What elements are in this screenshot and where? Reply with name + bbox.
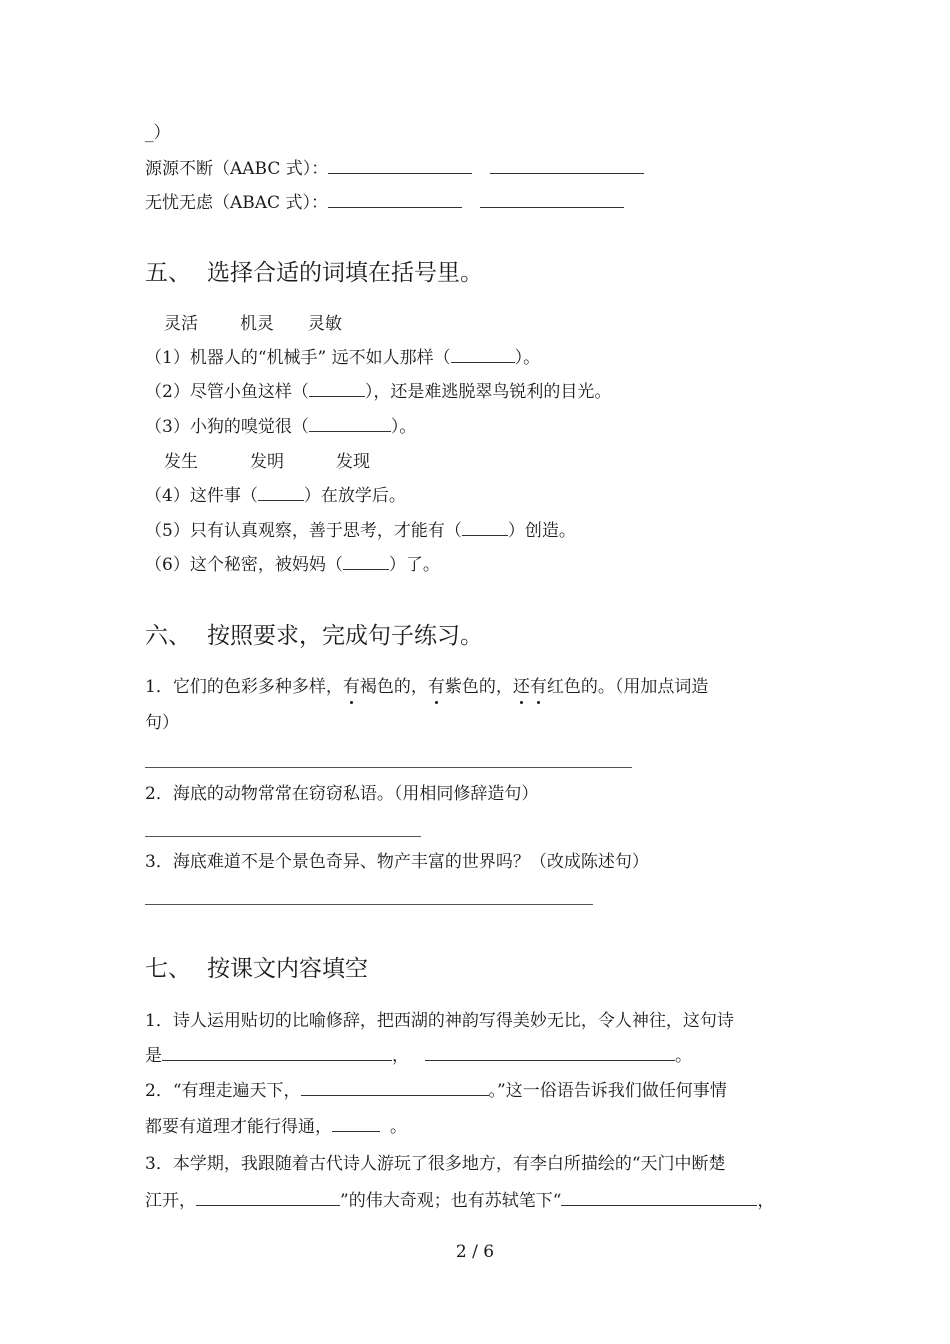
section5-heading: 选择合适的词填在括号里。: [207, 260, 483, 286]
aabc-label: 源源不断（AABC 式）：: [145, 159, 329, 179]
sentence-6-1-continued: 句）: [145, 713, 179, 733]
section5-number: 五、: [145, 260, 191, 286]
word-bank-2-item: 发现: [336, 452, 370, 472]
fill-7-3-line2: [145, 1190, 774, 1212]
answer-blank[interactable]: [301, 1080, 489, 1096]
answer-blank[interactable]: [196, 1190, 340, 1206]
sentence-6-2: 2．海底的动物常常在窃窃私语。（用相同修辞造句）: [145, 784, 539, 804]
fill-text: 。”这一俗语告诉我们做任何事情: [488, 1081, 727, 1101]
word-bank-1: [164, 313, 342, 335]
dotted-word: 还: [512, 677, 530, 697]
question-text: （1）机器人的“机械手” 远不如人那样（: [145, 348, 451, 368]
fill-7-2-line2: [145, 1116, 407, 1138]
question-text: ），还是难逃脱翠鸟锐利的目光。: [364, 382, 612, 402]
section6-heading: 按照要求，完成句子练习。: [207, 623, 483, 649]
dotted-word: 有: [427, 677, 445, 697]
answer-blank[interactable]: [451, 347, 515, 363]
sentence-6-1: [145, 676, 708, 698]
dotted-word: 有: [342, 677, 360, 697]
sentence-text: 紫色的，: [444, 677, 513, 697]
fill-text: 江开，: [145, 1191, 196, 1211]
fill-7-3: 3．本学期，我跟随着古代诗人游玩了很多地方，有李白所描绘的“天门中断楚: [145, 1154, 726, 1174]
section6-title: [145, 621, 483, 651]
fill-text: 。: [390, 1117, 407, 1137]
sentence-6-3: 3．海底难道不是个景色奇异、物产丰富的世界吗？（改成陈述句）: [145, 852, 649, 872]
answer-blank[interactable]: [425, 1045, 675, 1061]
fill-text: ，: [392, 1046, 409, 1066]
answer-line-6-3[interactable]: [145, 904, 593, 905]
word-bank-2-item: 发生: [164, 452, 198, 472]
question-text: ）。: [514, 348, 541, 368]
abac-blank-2[interactable]: [480, 192, 624, 208]
word-bank-2-item: 发明: [250, 452, 284, 472]
answer-line-6-2[interactable]: [145, 836, 421, 837]
section7-number: 七、: [145, 956, 191, 982]
aabc-blank-2[interactable]: [490, 158, 644, 174]
page-number: 2 / 6: [455, 1242, 495, 1262]
sentence-text: 红色的。（用加点词造: [546, 677, 709, 697]
question-5-2: [145, 381, 611, 403]
question-5-1: [145, 347, 540, 369]
question-text: （2）尽管小鱼这样（: [145, 382, 309, 402]
question-5-5: [145, 520, 576, 542]
word-bank-1-item: 灵活: [164, 314, 198, 334]
aabc-row: [145, 158, 644, 180]
sentence-text: 1．它们的色彩多种多样，: [145, 677, 343, 697]
section7-title: [145, 954, 368, 984]
question-text: （3）小狗的嗅觉很（: [145, 417, 309, 437]
fill-text: ”的伟大奇观；也有苏轼笔下“: [340, 1191, 562, 1211]
word-bank-1-item: 灵敏: [308, 314, 342, 334]
answer-blank[interactable]: [162, 1045, 392, 1061]
question-text: （6）这个秘密，被妈妈（: [145, 555, 343, 575]
abac-row: [145, 192, 624, 214]
question-5-6: [145, 554, 440, 576]
abac-label: 无忧无虑（ABAC 式）：: [145, 193, 328, 213]
word-bank-1-item: 机灵: [240, 314, 274, 334]
sentence-text: 褐色的，: [359, 677, 428, 697]
answer-blank[interactable]: [332, 1116, 380, 1132]
fill-text: ，: [757, 1191, 775, 1211]
fill-text: 。: [675, 1046, 692, 1066]
answer-blank[interactable]: [462, 520, 508, 536]
answer-line-6-1[interactable]: [145, 767, 632, 768]
word-bank-2: [164, 451, 370, 473]
fill-7-1: 1．诗人运用贴切的比喻修辞，把西湖的神韵写得美妙无比，令人神往，这句诗: [145, 1011, 734, 1031]
question-text: ）了。: [388, 555, 440, 575]
section5-title: [145, 258, 483, 288]
question-text: （4）这件事（: [145, 486, 258, 506]
fill-text: 都要有道理才能行得通，: [145, 1117, 332, 1137]
question-text: ）。: [390, 417, 417, 437]
answer-blank[interactable]: [309, 381, 365, 397]
question-text: ）创造。: [507, 521, 576, 541]
question-5-4: [145, 485, 406, 507]
answer-blank[interactable]: [561, 1190, 757, 1206]
section6-number: 六、: [145, 623, 191, 649]
fill-text: 是: [145, 1046, 162, 1066]
fill-7-1-line2: [145, 1045, 692, 1067]
answer-blank[interactable]: [258, 485, 304, 501]
fill-text: 2．“有理走遍天下，: [145, 1081, 301, 1101]
aabc-blank-1[interactable]: [328, 158, 472, 174]
question-text: ）在放学后。: [303, 486, 406, 506]
answer-blank[interactable]: [309, 416, 391, 432]
top-fragment: _）: [145, 123, 171, 143]
section7-heading: 按课文内容填空: [207, 956, 368, 982]
answer-blank[interactable]: [343, 554, 389, 570]
question-text: （5）只有认真观察，善于思考，才能有（: [145, 521, 462, 541]
dotted-word: 有: [529, 677, 547, 697]
fill-7-2: [145, 1080, 727, 1102]
abac-blank-1[interactable]: [328, 192, 462, 208]
question-5-3: [145, 416, 416, 438]
